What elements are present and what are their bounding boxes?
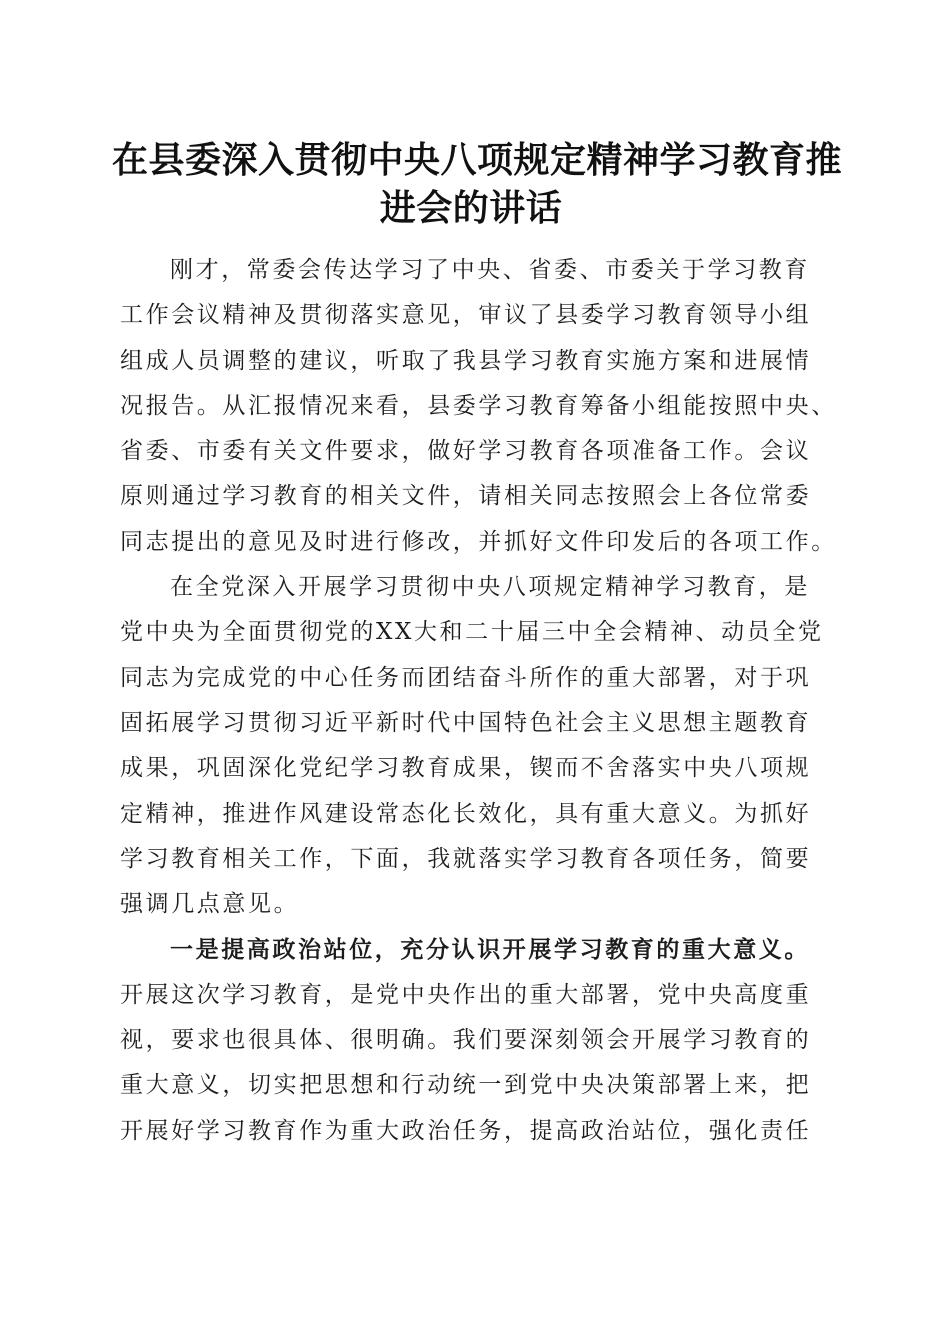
paragraph-line: 况报告。从汇报情况来看，县委学习教育筹备小组能按照中央、 [120,392,837,419]
paragraph-line: 开展好学习教育作为重大政治任务，提高政治站位，强化责任 [120,1117,812,1144]
paragraph-line: 固拓展学习贯彻习近平新时代中国特色社会主义思想主题教育 [120,709,812,736]
title-line-2: 进会的讲话 [379,187,563,229]
paragraph-line: 党中央为全面贯彻党的XX大和二十届三中全会精神、动员全党 [120,619,824,646]
paragraph-line: 省委、市委有关文件要求，做好学习教育各项准备工作。会议 [120,438,812,465]
paragraph-line: 同志为完成党的中心任务而团结奋斗所作的重大部署，对于巩 [120,664,812,691]
document-title [112,136,843,232]
paragraph-line: 刚才，常委会传达学习了中央、省委、市委关于学习教育 [170,257,810,283]
paragraph-3 [120,927,830,1153]
title-line-1: 在县委深入贯彻中央八项规定精神学习教育推 [112,139,843,181]
paragraph-1 [120,248,837,565]
paragraph-2 [120,565,830,927]
paragraph-line: 重大意义，切实把思想和行动统一到党中央决策部署上来，把 [120,1072,812,1099]
paragraph-line: 在全党深入开展学习贯彻中央八项规定精神学习教育，是 [170,574,810,601]
section-heading: 一是提高政治站位，充分认识开展学习教育的重大意义。 [170,936,810,964]
paragraph-line: 原则通过学习教育的相关文件，请相关同志按照会上各位常委 [120,483,812,510]
paragraph-line: 工作会议精神及贯彻落实意见，审议了县委学习教育领导小组 [120,302,812,329]
paragraph-line: 开展这次学习教育，是党中央作出的重大部署，党中央高度重 [120,981,812,1008]
paragraph-line: 同志提出的意见及时进行修改，并抓好文件印发后的各项工作。 [120,528,837,555]
paragraph-line: 强调几点意见。 [120,891,300,918]
document-body [120,248,837,1154]
paragraph-line: 视，要求也很具体、很明确。我们要深刻领会开展学习教育的 [120,1027,812,1054]
paragraph-line: 定精神，推进作风建设常态化长效化，具有重大意义。为抓好 [120,800,812,827]
paragraph-line: 成果，巩固深化党纪学习教育成果，锲而不舍落实中央八项规 [120,755,812,782]
paragraph-line: 学习教育相关工作，下面，我就落实学习教育各项任务，简要 [120,845,812,872]
paragraph-line: 组成人员调整的建议，听取了我县学习教育实施方案和进展情 [120,347,812,374]
